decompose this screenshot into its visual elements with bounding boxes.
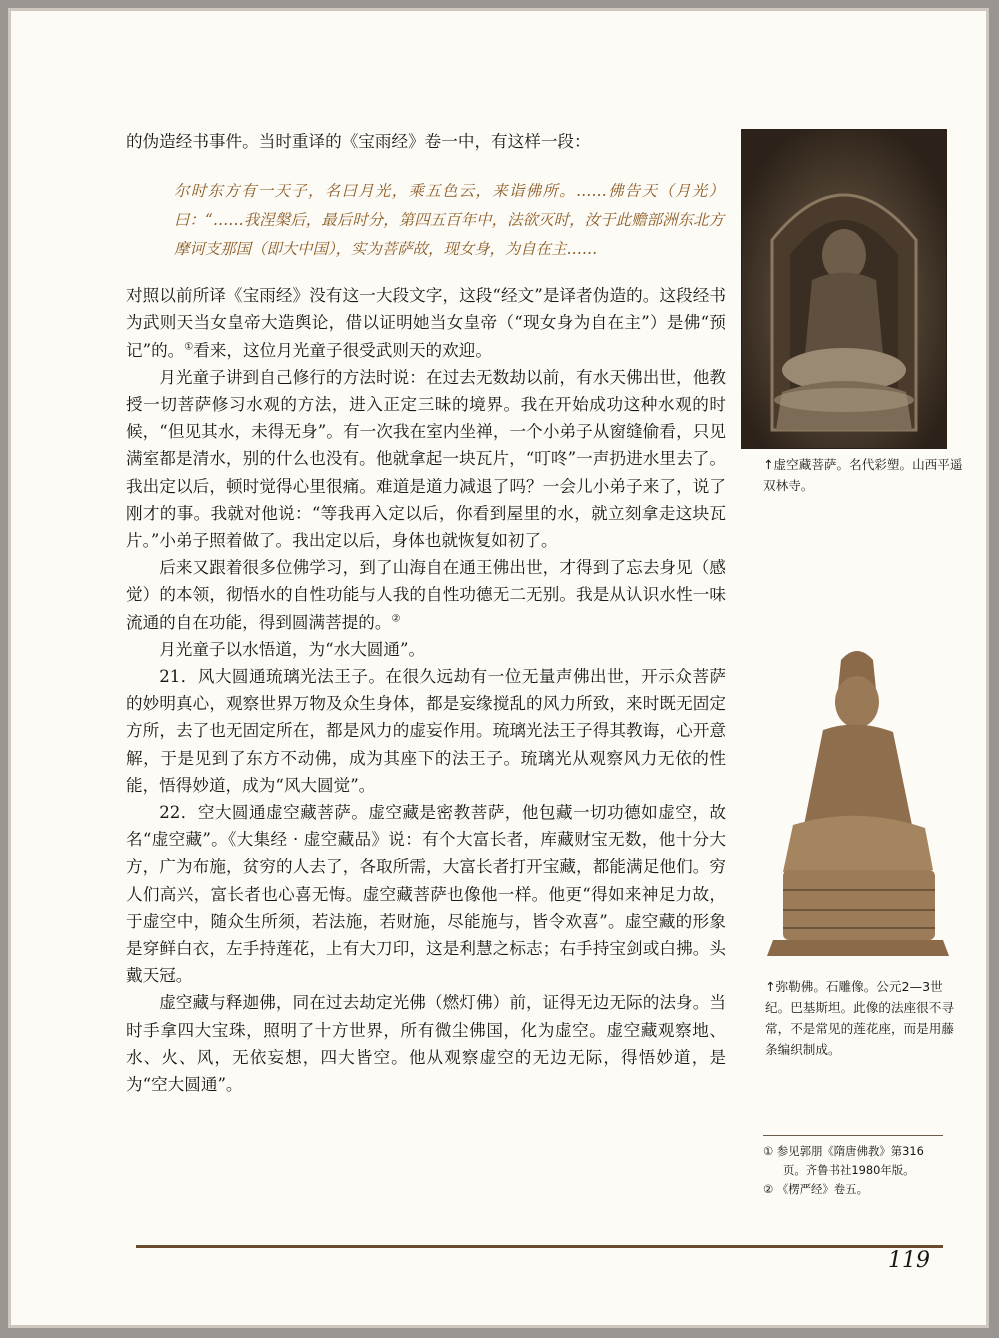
paragraph-4: 月光童子以水悟道，为“水大圆通”。 (159, 639, 426, 659)
scripture-quote: 尔时东方有一天子，名曰月光，乘五色云，来诣佛所。……佛告天（月光）曰：“……我涅槃后，最后时分，第四五百年中，法欲灭时，汝于此赡部洲东北方摩诃支那国（即大中国），实为菩萨故，现女身，为自在主…… (174, 182, 724, 259)
paragraph-1-text-a: 对照以前所译《宝雨经》没有这一大段文字，这段“经文”是译者伪造的。这段经书为武则天当女皇帝大造舆论，借以证明她当女皇帝（“现女身为自在主”）是佛“预记”的。 (126, 286, 726, 360)
footnote-divider (763, 1135, 943, 1136)
page-number: 119 (888, 1248, 930, 1273)
footnote-ref-1[interactable]: ① (184, 341, 194, 353)
bottom-rule (136, 1245, 943, 1248)
caption-photo-2: ↑弥勒佛。石雕像。公元2—3世纪。巴基斯坦。此像的法座很不寻常，不是常见的莲花座，而是用藤条编织制成。 (765, 979, 954, 1057)
paragraph-3 (126, 554, 726, 636)
paragraph-7: 虚空藏与释迦佛，同在过去劫定光佛（燃灯佛）前，证得无边无际的法身。当时手拿四大宝珠，照明了十方世界，所有微尘佛国，化为虚空。虚空藏观察地、水、火、风，无依妄想，四大皆空。他从观察虚空的无边无际，得悟妙道，是为“空大圆通”。 (126, 993, 726, 1095)
photo-maitreya-statue (753, 640, 961, 958)
paragraph-3-text: 后来又跟着很多位佛学习，到了山海自在通王佛出世，才得到了忘去身见（感觉）的本领，彻悟水的自性功能与人我的自性功德无二无别。我是从认识水性一味流通的自在功能，得到圆满菩提的。 (126, 558, 726, 632)
main-text-column (126, 128, 726, 1098)
statue-illustration-1 (742, 130, 946, 448)
paragraph-6: 22．空大圆通虚空藏菩萨。虚空藏是密教菩萨，他包藏一切功德如虚空，故名“虚空藏”。《大集经 · 虚空藏品》说：有个大富长者，库藏财宝无数，他十分大方，广为布施，贫穷的人去了，各取所需，大富长者打开宝藏，都能满足他们。穷人们高兴，富长者也心喜无悔。虚空藏菩萨也像他一样。他更“得如来神足力故，于虚空中，随众生所须，若法施，若财施，尽能施与，皆令欢喜”。虚空藏的形象是穿鲜白衣，左手持莲花，上有大刀印，这是利慧之标志；右手持宝剑或白拂。头戴天冠。 (126, 803, 726, 986)
footnote-ref-2[interactable]: ② (391, 613, 401, 625)
paragraph-2: 月光童子讲到自己修行的方法时说：在过去无数劫以前，有水天佛出世，他教授一切菩萨修习水观的方法，进入正定三昧的境界。我在开始成功这种水观的时候，“但见其水，未得无身”。有一次我在室内坐禅，一个小弟子从窗缝偷看，只见满室都是清水，别的什么也没有。他就拿起一块瓦片，“叮咚”一声扔进水里去了。我出定以后，顿时觉得心里很痛。难道是道力减退了吗？一会儿小弟子来了，说了刚才的事。我就对他说：“等我再入定以后，你看到屋里的水，就立刻拿走这块瓦片。”小弟子照着做了。我出定以后，身体也就恢复如初了。 (126, 367, 726, 551)
footnotes (763, 1142, 943, 1199)
footnote-2: ② 《楞严经》卷五。 (763, 1182, 868, 1196)
paragraph-5: 21．风大圆通琉璃光法王子。在很久远劫有一位无量声佛出世，开示众菩萨的妙明真心，观察世界万物及众生身体，都是妄缘搅乱的风力所致，来时既无固定方所，去了也无固定所在，都是风力的虚妄作用。琉璃光法王子得其教诲，心开意解，于是见到了东方不动佛，成为其座下的法王子。琉璃光从观察风力无依的性能，悟得妙道，成为“风大圆觉”。 (126, 667, 726, 795)
statue-illustration-2 (753, 640, 961, 958)
caption-photo-1: ↑虚空藏菩萨。名代彩塑。山西平遥双林寺。 (763, 457, 963, 493)
paragraph-1-text-b: 看来，这位月光童子很受武则天的欢迎。 (193, 340, 492, 360)
footnote-1: ① 参见郭朋《隋唐佛教》第316页。齐鲁书社1980年版。 (763, 1144, 924, 1177)
intro-paragraph: 的伪造经书事件。当时重译的《宝雨经》卷一中，有这样一段： (126, 132, 591, 151)
paragraph-1 (126, 282, 726, 364)
photo-akasagarbha-statue (741, 129, 947, 449)
book-page (8, 8, 989, 1328)
